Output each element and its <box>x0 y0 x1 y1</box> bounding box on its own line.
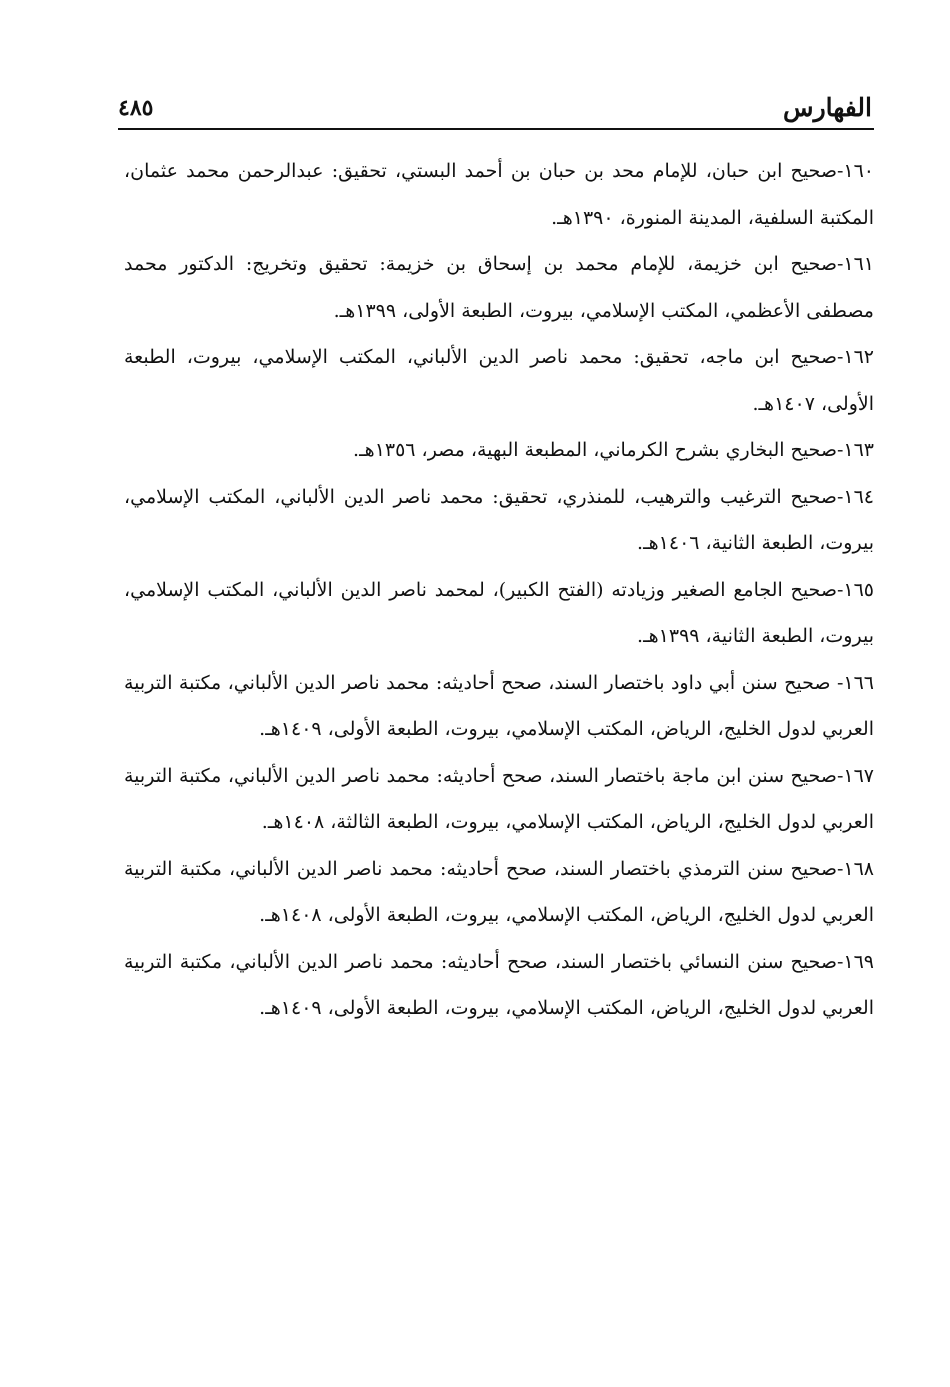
header-rule <box>118 128 874 130</box>
entry-number: ١٦٩ <box>843 950 874 973</box>
entry-text: -صحيح سنن ابن ماجة باختصار السند، صحح أحاديثه: محمد ناصر الدين الألباني، مكتبة التربية العربي لدول الخليج، الرياض، المكتب الإسلامي، بيروت، الطبعة الثالثة، ١٤٠٨هـ. <box>124 764 874 833</box>
entry-text: -صحيح الجامع الصغير وزيادته (الفتح الكبير)، لمحمد ناصر الدين الألباني، المكتب الإسلامي، بيروت، الطبعة الثانية، ١٣٩٩هـ. <box>124 578 874 647</box>
entry-number: ١٦٤ <box>843 485 874 508</box>
entry-number: ١٦١ <box>843 253 874 275</box>
bibliography-entry <box>124 241 874 334</box>
bibliography-entry <box>124 660 874 753</box>
entry-number: ١٦٢ <box>843 346 874 368</box>
bibliography-entry <box>124 474 874 567</box>
entry-text: -صحيح ابن حبان، للإمام محد بن حبان بن أحمد البستي، تحقيق: عبدالرحمن محمد عثمان، المكتبة السلفية، المدينة المنورة، ١٣٩٠هـ. <box>124 160 874 229</box>
page-number: ٤٨٥ <box>118 95 154 121</box>
bibliography-entry <box>124 427 874 474</box>
entry-text: -صحيح ابن خزيمة، للإمام محمد بن إسحاق بن خزيمة: تحقيق وتخريج: الدكتور محمد مصطفى الأعظمي، المكتب الإسلامي، بيروت، الطبعة الأولى، ١٣٩٩هـ. <box>124 253 874 322</box>
entry-text: -صحيح ابن ماجه، تحقيق: محمد ناصر الدين الألباني، المكتب الإسلامي، بيروت، الطبعة الأولى، ١٤٠٧هـ. <box>124 346 874 415</box>
entry-number: ١٦٥ <box>843 578 874 601</box>
entry-text: -صحيح سنن النسائي باختصار السند، صحح أحاديثه: محمد ناصر الدين الألباني، مكتبة التربية العربي لدول الخليج، الرياض، المكتب الإسلامي، بيروت، الطبعة الأولى، ١٤٠٩هـ. <box>124 950 874 1019</box>
page-header <box>118 84 872 124</box>
entry-text: -صحيح سنن الترمذي باختصار السند، صحح أحاديثه: محمد ناصر الدين الألباني، مكتبة التربية العربي لدول الخليج، الرياض، المكتب الإسلامي، بيروت، الطبعة الأولى، ١٤٠٨هـ. <box>124 857 874 926</box>
bibliography-list <box>124 148 874 1032</box>
entry-number: ١٦٠ <box>843 160 874 182</box>
bibliography-entry <box>124 753 874 846</box>
bibliography-entry <box>124 148 874 241</box>
entry-text: -صحيح البخاري بشرح الكرماني، المطبعة البهية، مصر، ١٣٥٦هـ. <box>353 439 844 461</box>
entry-number: ١٦٧ <box>843 764 874 787</box>
entry-number: ١٦٦ <box>843 671 874 694</box>
section-title: الفهارس <box>783 93 872 122</box>
entry-text: - صحيح سنن أبي داود باختصار السند، صحح أحاديثه: محمد ناصر الدين الألباني، مكتبة التربية العربي لدول الخليج، الرياض، المكتب الإسلامي، بيروت، الطبعة الأولى، ١٤٠٩هـ. <box>124 671 874 740</box>
bibliography-entry <box>124 939 874 1032</box>
entry-number: ١٦٣ <box>843 439 874 461</box>
entry-number: ١٦٨ <box>843 857 874 880</box>
entry-text: -صحيح الترغيب والترهيب، للمنذري، تحقيق: محمد ناصر الدين الألباني، المكتب الإسلامي، بيروت، الطبعة الثانية، ١٤٠٦هـ. <box>124 485 874 554</box>
bibliography-entry <box>124 846 874 939</box>
bibliography-entry <box>124 334 874 427</box>
bibliography-entry <box>124 567 874 660</box>
